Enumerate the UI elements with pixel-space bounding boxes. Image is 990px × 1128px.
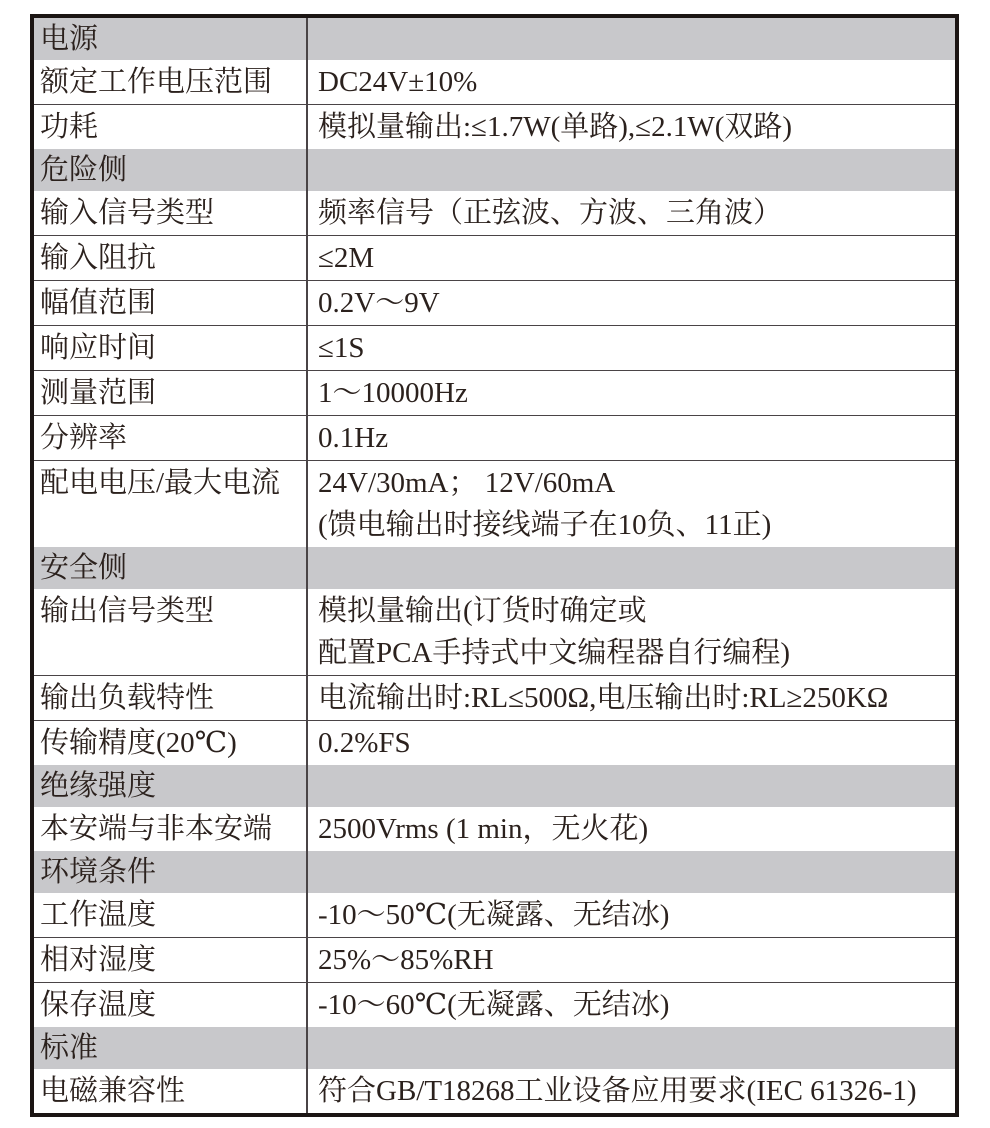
spec-row bbox=[34, 589, 955, 675]
spec-value bbox=[306, 105, 955, 149]
value-line: 配置PCA手持式中文编程器自行编程) bbox=[318, 637, 791, 669]
section-title: 危险侧 bbox=[40, 154, 128, 186]
spec-label: 输入信号类型 bbox=[40, 197, 215, 229]
section-title: 标准 bbox=[40, 1032, 99, 1064]
spec-value bbox=[306, 18, 955, 60]
spec-label: 输出负载特性 bbox=[40, 682, 215, 714]
value-line: 25%～85%RH bbox=[318, 944, 494, 976]
spec-label: 本安端与非本安端 bbox=[40, 813, 273, 845]
spec-value bbox=[306, 807, 955, 851]
value-line: ≤2M bbox=[318, 242, 375, 274]
spec-row bbox=[34, 191, 955, 235]
spec-row bbox=[34, 1069, 955, 1113]
spec-row bbox=[34, 460, 955, 547]
value-line: 1～10000Hz bbox=[318, 377, 468, 409]
spec-value bbox=[306, 1027, 955, 1069]
spec-value bbox=[306, 371, 955, 415]
spec-value bbox=[306, 893, 955, 937]
spec-row bbox=[34, 235, 955, 280]
section-title: 电源 bbox=[40, 23, 99, 55]
spec-value bbox=[306, 721, 955, 765]
spec-row bbox=[34, 325, 955, 370]
spec-label: 配电电压/最大电流 bbox=[40, 467, 281, 499]
spec-label: 额定工作电压范围 bbox=[40, 66, 273, 98]
spec-label: 相对湿度 bbox=[40, 944, 157, 976]
section-row bbox=[34, 149, 955, 191]
value-line: 24V/30mA； 12V/60mA bbox=[318, 467, 616, 499]
section-title: 环境条件 bbox=[40, 856, 157, 888]
value-line: -10～50℃(无凝露、无结冰) bbox=[318, 899, 670, 931]
spec-value bbox=[306, 938, 955, 982]
section-row bbox=[34, 18, 955, 60]
value-line: 符合GB/T18268工业设备应用要求(IEC 61326-1) bbox=[318, 1075, 917, 1107]
spec-value bbox=[306, 461, 955, 547]
spec-label: 幅值范围 bbox=[40, 287, 157, 319]
value-line: 模拟量输出(订货时确定或 bbox=[318, 595, 647, 627]
spec-value bbox=[306, 416, 955, 460]
spec-label: 输出信号类型 bbox=[40, 595, 215, 627]
spec-row bbox=[34, 937, 955, 982]
spec-label: 功耗 bbox=[40, 111, 99, 143]
value-line: 0.2V～9V bbox=[318, 287, 440, 319]
spec-value bbox=[306, 765, 955, 807]
spec-value bbox=[306, 1069, 955, 1113]
spec-value bbox=[306, 983, 955, 1027]
spec-value bbox=[306, 236, 955, 280]
spec-label: 测量范围 bbox=[40, 377, 157, 409]
spec-row bbox=[34, 60, 955, 104]
spec-row bbox=[34, 720, 955, 765]
spec-value bbox=[306, 547, 955, 589]
spec-label: 工作温度 bbox=[40, 899, 157, 931]
spec-value bbox=[306, 149, 955, 191]
value-line: 2500Vrms (1 min，无火花) bbox=[318, 813, 649, 845]
value-line: (馈电输出时接线端子在10负、11正) bbox=[318, 509, 772, 541]
section-row bbox=[34, 1027, 955, 1069]
spec-value bbox=[306, 326, 955, 370]
section-row bbox=[34, 851, 955, 893]
spec-label: 保存温度 bbox=[40, 989, 157, 1021]
spec-row bbox=[34, 415, 955, 460]
spec-value bbox=[306, 851, 955, 893]
spec-row bbox=[34, 104, 955, 149]
value-line: DC24V±10% bbox=[318, 66, 478, 98]
spec-label: 分辨率 bbox=[40, 422, 128, 454]
spec-row bbox=[34, 280, 955, 325]
spec-row bbox=[34, 893, 955, 937]
value-line: ≤1S bbox=[318, 332, 365, 364]
value-line: 模拟量输出:≤1.7W(单路),≤2.1W(双路) bbox=[318, 111, 793, 143]
section-row bbox=[34, 765, 955, 807]
value-line: 0.2%FS bbox=[318, 727, 411, 759]
spec-value bbox=[306, 60, 955, 104]
spec-label: 响应时间 bbox=[40, 332, 157, 364]
spec-row bbox=[34, 807, 955, 851]
spec-label: 传输精度(20℃) bbox=[40, 727, 237, 759]
value-line: -10～60℃(无凝露、无结冰) bbox=[318, 989, 670, 1021]
value-line: 电流输出时:RL≤500Ω,电压输出时:RL≥250KΩ bbox=[318, 682, 889, 714]
section-title: 安全侧 bbox=[40, 552, 128, 584]
spec-value bbox=[306, 676, 955, 720]
spec-value bbox=[306, 191, 955, 235]
spec-value bbox=[306, 281, 955, 325]
value-line: 频率信号（正弦波、方波、三角波） bbox=[318, 197, 783, 229]
spec-label: 电磁兼容性 bbox=[40, 1075, 186, 1107]
value-line: 0.1Hz bbox=[318, 422, 389, 454]
section-title: 绝缘强度 bbox=[40, 770, 157, 802]
spec-row bbox=[34, 982, 955, 1027]
spec-row bbox=[34, 675, 955, 720]
section-row bbox=[34, 547, 955, 589]
spec-row bbox=[34, 370, 955, 415]
spec-table bbox=[30, 14, 959, 1117]
spec-value bbox=[306, 589, 955, 675]
spec-label: 输入阻抗 bbox=[40, 242, 157, 274]
